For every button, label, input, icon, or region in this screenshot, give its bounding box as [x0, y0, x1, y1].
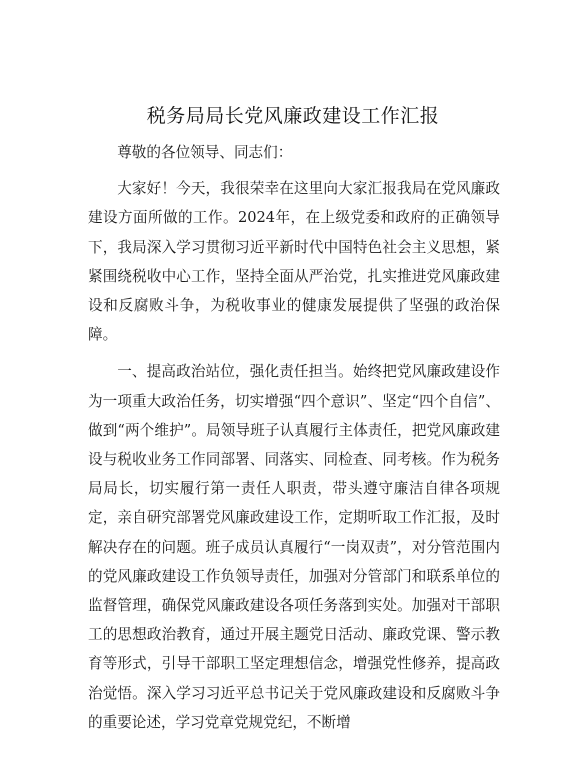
- document-body: [88, 138, 500, 745]
- greeting-line: 尊敬的各位领导、同志们：: [117, 144, 293, 161]
- document-title: 税务局局长党风廉政建设工作汇报: [146, 105, 440, 127]
- paragraph-intro: 大家好！今天，我很荣幸在这里向大家汇报我局在党风廉政建设方面所做的工作。2024年，在上级党委和政府的正确领导下，我局深入学习贯彻习近平新时代中国特色社会主义思想，紧紧围绕税收中心工作，坚持全面从严治党，扎实推进党风廉政建设和反腐败斗争，为税收事业的健康发展提供了坚强的政治保障。: [88, 180, 500, 344]
- paragraph-section-one: 一、提高政治站位，强化责任担当。始终把党风廉政建设作为一项重大政治任务，切实增强“四个意识”、坚定“四个自信”、做到“两个维护”。局领导班子认真履行主体责任，把党风廉政建设与税收业务工作同部署、同落实、同检查、同考核。作为税务局局长，切实履行第一责任人职责，带头遵守廉洁自律各项规定，亲自研究部署党风廉政建设工作，定期听取工作汇报，及时解决存在的问题。班子成员认真履行“一岗双责”，对分管范围内的党风廉政建设工作负领导责任，加强对分管部门和联系单位的监督管理，确保党风廉政建设各项任务落到实处。加强对干部职工的思想政治教育，通过开展主题党日活动、廉政党课、警示教育等形式，引导干部职工坚定理想信念，增强党性修养，提高政治觉悟。深入学习习近平总书记关于党风廉政建设和反腐败斗争的重要论述，学习党章党规党纪，不断增: [88, 363, 500, 731]
